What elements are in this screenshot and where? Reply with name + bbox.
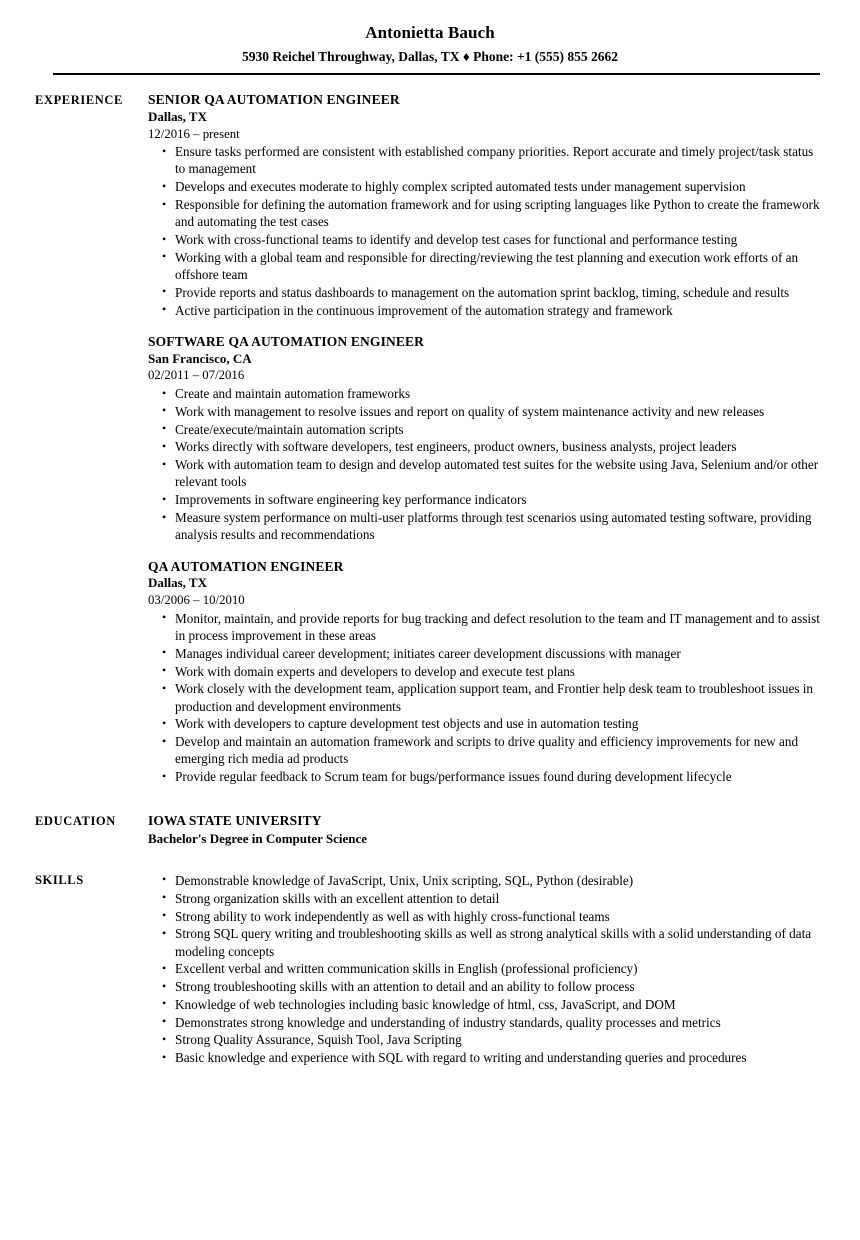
- job-dates: 02/2011 – 07/2016: [148, 368, 245, 383]
- list-item: • Demonstrable knowledge of JavaScript, Unix, Unix scripting, SQL, Python (desirable): [148, 872, 820, 889]
- list-item: • Responsible for defining the automation framework and for using scripting languages like Python to create the framework and automating the test cases: [148, 196, 820, 231]
- list-item: • Monitor, maintain, and provide reports for bug tracking and defect resolution to the team and IT management and to assist in process improvement in these areas: [148, 610, 820, 645]
- skills-content: [148, 871, 840, 1067]
- list-item: • Works directly with software developers, test engineers, product owners, business analysts, project leaders: [148, 438, 820, 455]
- list-item: • Develop and maintain an automation framework and scripts to drive quality and efficiency improvements for new and emerging rich media ad products: [148, 733, 820, 768]
- section-label-education: EDUCATION: [35, 813, 116, 828]
- experience-entry: [148, 91, 820, 319]
- list-item: • Strong SQL query writing and troubleshooting skills as well as strong analytical skills with a solid understanding of data modeling concepts: [148, 925, 820, 960]
- job-responsibilities: [148, 143, 820, 319]
- job-location: Dallas, TX: [148, 575, 207, 591]
- job-responsibilities: [148, 610, 820, 786]
- list-item: • Create/execute/maintain automation scripts: [148, 421, 820, 438]
- section-skills: [0, 871, 860, 1067]
- section-label-experience: EXPERIENCE: [35, 93, 123, 108]
- education-entry: [148, 812, 820, 847]
- experience-entry: [148, 333, 820, 544]
- section-label-skills: SKILLS: [35, 872, 84, 887]
- job-location: Dallas, TX: [148, 108, 207, 124]
- job-title: SENIOR QA AUTOMATION ENGINEER: [148, 92, 400, 108]
- list-item: • Strong ability to work independently as well as with highly cross-functional teams: [148, 908, 820, 925]
- list-item: • Excellent verbal and written communication skills in English (professional proficiency): [148, 960, 820, 977]
- list-item: • Active participation in the continuous improvement of the automation strategy and framework: [148, 302, 820, 319]
- list-item: • Measure system performance on multi-user platforms through test scenarios using automated testing software, providing analysis results and recommendations: [148, 509, 820, 544]
- list-item: • Work with automation team to design and develop automated test suites for the website using Java, Selenium and/or other relevant tools: [148, 456, 820, 491]
- list-item: • Develops and executes moderate to highly complex scripted automated tests under management supervision: [148, 178, 820, 195]
- job-dates: 03/2006 – 10/2010: [148, 593, 245, 608]
- job-title: SOFTWARE QA AUTOMATION ENGINEER: [148, 334, 425, 349]
- education-content: [148, 812, 840, 847]
- list-item: • Ensure tasks performed are consistent with established company priorities. Report accurate and timely project/task status to management: [148, 143, 820, 178]
- job-responsibilities: [148, 385, 820, 544]
- list-item: • Basic knowledge and experience with SQL with regard to writing and understanding queries and procedures: [148, 1049, 820, 1066]
- list-item: • Work with developers to capture development test objects and use in automation testing: [148, 715, 820, 732]
- list-item: • Work with management to resolve issues and report on quality of system maintenance activity and new releases: [148, 403, 820, 420]
- contact-line: 5930 Reichel Throughway, Dallas, TX ♦ Phone: +1 (555) 855 2662: [241, 49, 619, 65]
- list-item: • Demonstrates strong knowledge and understanding of industry standards, quality processes and metrics: [148, 1014, 820, 1031]
- list-item: • Improvements in software engineering key performance indicators: [148, 491, 820, 508]
- list-item: • Provide reports and status dashboards to management on the automation sprint backlog, timing, schedule and results: [148, 284, 820, 301]
- list-item: • Create and maintain automation frameworks: [148, 385, 820, 402]
- experience-content: [148, 91, 840, 786]
- resume-header: [0, 0, 860, 66]
- list-item: • Knowledge of web technologies including basic knowledge of html, css, JavaScript, and DOM: [148, 996, 820, 1013]
- job-dates: 12/2016 – present: [148, 126, 240, 141]
- list-item: • Work closely with the development team, application support team, and Frontier help desk team to troubleshoot issues in production and development environments: [148, 680, 820, 715]
- education-degree: Bachelor's Degree in Computer Science: [148, 830, 368, 846]
- list-item: • Strong troubleshooting skills with an attention to detail and an ability to follow process: [148, 978, 820, 995]
- list-item: • Manages individual career development; initiates career development discussions with manager: [148, 645, 820, 662]
- candidate-name: Antonietta Bauch: [365, 23, 495, 42]
- list-item: • Strong Quality Assurance, Squish Tool, Java Scripting: [148, 1031, 820, 1048]
- section-education: [0, 812, 860, 847]
- job-title: QA AUTOMATION ENGINEER: [148, 558, 344, 574]
- education-school: IOWA STATE UNIVERSITY: [148, 812, 322, 828]
- job-location: San Francisco, CA: [148, 350, 252, 366]
- list-item: • Work with domain experts and developers to develop and execute test plans: [148, 663, 820, 680]
- list-item: • Strong organization skills with an excellent attention to detail: [148, 890, 820, 907]
- resume-body: [0, 91, 860, 1067]
- list-item: • Working with a global team and responsible for directing/reviewing the test planning and execution work efforts of an offshore team: [148, 249, 820, 284]
- skills-list: [148, 872, 820, 1067]
- section-experience: [0, 91, 860, 786]
- list-item: • Work with cross-functional teams to identify and develop test cases for functional and performance testing: [148, 231, 820, 248]
- list-item: • Provide regular feedback to Scrum team for bugs/performance issues found during development lifecycle: [148, 768, 820, 785]
- experience-entry: [148, 558, 820, 786]
- header-divider: [53, 73, 820, 75]
